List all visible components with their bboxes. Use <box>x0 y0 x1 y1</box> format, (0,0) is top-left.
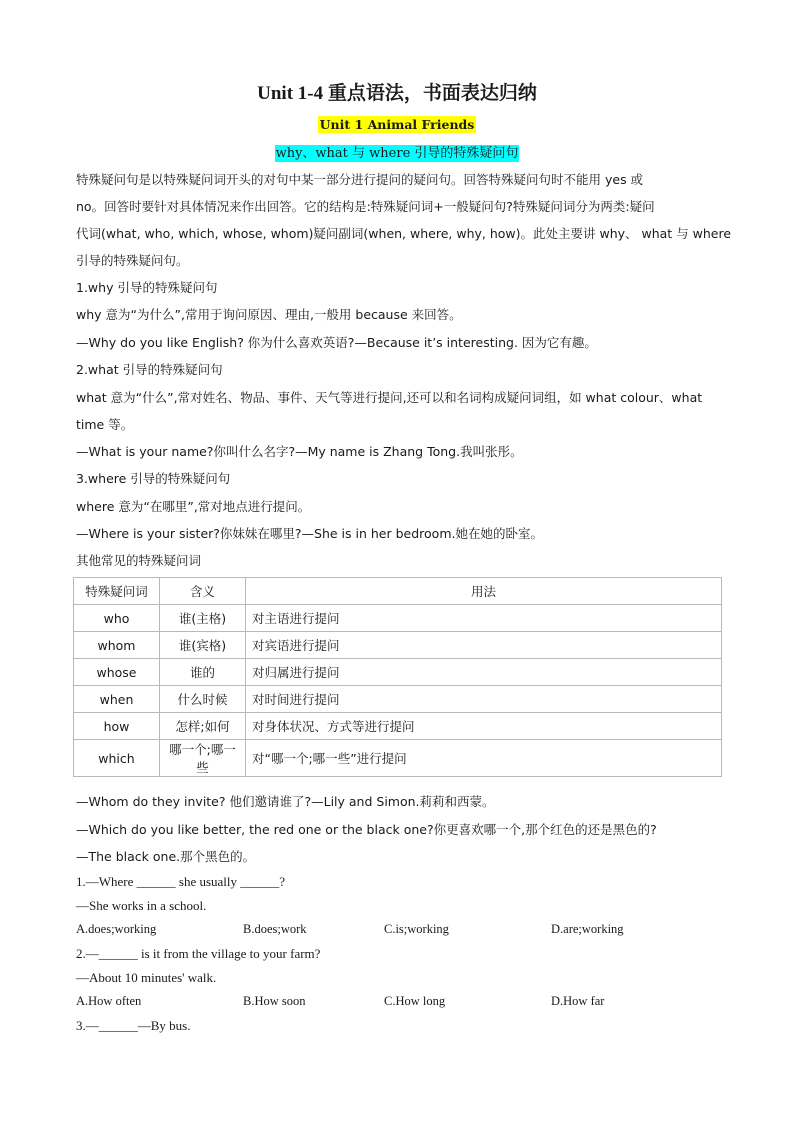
what-description: time 等。 <box>76 417 134 432</box>
what-description: what 意为“什么”,常对姓名、物品、事件、天气等进行提问,还可以和名词构成疑问词组，如 what colour、what <box>76 390 703 405</box>
option-b: B.does;work <box>243 922 307 936</box>
question-2: 2.—______ is it from the village to your farm? <box>76 946 321 961</box>
table-row <box>74 686 722 713</box>
option-b: B.How soon <box>243 994 306 1008</box>
section-title-text: why、what 与 where 引导的特殊疑问句 <box>275 146 519 161</box>
question-3: 3.—______—By bus. <box>76 1018 191 1033</box>
table-cell: who <box>74 605 160 632</box>
table-cell: 谁(宾格) <box>160 632 246 659</box>
page-title: Unit 1-4 重点语法，书面表达归纳 <box>257 83 537 104</box>
table-cell: which <box>74 740 160 777</box>
table-cell: 什么时候 <box>160 686 246 713</box>
table-row <box>74 713 722 740</box>
table-cell: how <box>74 713 160 740</box>
where-example: —Where is your sister?你妹妹在哪里?—She is in her bedroom.她在她的卧室。 <box>76 526 543 541</box>
table-cell: 对归属进行提问 <box>246 659 722 686</box>
question-2-answer: —About 10 minutes' walk. <box>76 970 217 985</box>
table-cell: when <box>74 686 160 713</box>
intro-line: 引导的特殊疑问句。 <box>76 253 189 268</box>
what-heading: 2.what 引导的特殊疑问句 <box>76 362 223 377</box>
table-header: 含义 <box>160 578 246 605</box>
table-row <box>74 605 722 632</box>
question-1: 1.—Where ______ she usually ______? <box>76 874 286 889</box>
table-cell: 对宾语进行提问 <box>246 632 722 659</box>
section-title <box>0 142 794 161</box>
example-line: —The black one.那个黑色的。 <box>76 849 256 864</box>
table-row <box>74 632 722 659</box>
table-cell: 谁(主格) <box>160 605 246 632</box>
intro-line: no。回答时要针对具体情况来作出回答。它的结构是:特殊疑问词+一般疑问句?特殊疑问词分为两类:疑问 <box>76 199 655 214</box>
what-example: —What is your name?你叫什么名字?—My name is Zhang Tong.我叫张彤。 <box>76 444 523 459</box>
question-1-answer: —She works in a school. <box>76 898 207 913</box>
table-row <box>74 659 722 686</box>
example-line: —Which do you like better, the red one or the black one?你更喜欢哪一个,那个红色的还是黑色的? <box>76 822 657 837</box>
option-c: C.How long <box>384 994 446 1008</box>
option-c: C.is;working <box>384 922 449 936</box>
why-heading: 1.why 引导的特殊疑问句 <box>76 280 218 295</box>
why-example: —Why do you like English? 你为什么喜欢英语?—Because it’s interesting. 因为它有趣。 <box>76 335 597 350</box>
example-line: —Whom do they invite? 他们邀请谁了?—Lily and Simon.莉莉和西蒙。 <box>76 794 495 809</box>
table-cell: 对身体状况、方式等进行提问 <box>246 713 722 740</box>
table-cell: 谁的 <box>160 659 246 686</box>
where-heading: 3.where 引导的特殊疑问句 <box>76 471 231 486</box>
table-header-row <box>74 578 722 605</box>
intro-line: 代词(what, who, which, whose, whom)疑问副词(when, where, why, how)。此处主要讲 why、 what 与 where <box>76 226 732 241</box>
unit-heading <box>0 117 794 132</box>
table-cell: whose <box>74 659 160 686</box>
table-row <box>74 740 722 777</box>
table-cell: 怎样;如何 <box>160 713 246 740</box>
table-cell: whom <box>74 632 160 659</box>
option-a: A.How often <box>76 994 142 1008</box>
table-cell: 对时间进行提问 <box>246 686 722 713</box>
option-d: D.How far <box>551 994 605 1008</box>
why-description: why 意为“为什么”,常用于询问原因、理由,一般用 because 来回答。 <box>76 307 462 322</box>
option-a: A.does;working <box>76 922 157 936</box>
intro-line: 特殊疑问句是以特殊疑问词开头的对句中某一部分进行提问的疑问句。回答特殊疑问句时不能用 yes 或 <box>76 172 644 187</box>
question-words-table <box>73 577 722 777</box>
where-description: where 意为“在哪里”,常对地点进行提问。 <box>76 499 311 514</box>
option-d: D.are;working <box>551 922 624 936</box>
table-header: 特殊疑问词 <box>74 578 160 605</box>
table-cell: 对主语进行提问 <box>246 605 722 632</box>
unit-heading-text: Unit 1 Animal Friends <box>319 117 475 132</box>
table-cell: 对“哪一个;哪一些”进行提问 <box>246 740 722 777</box>
table-cell: 哪一个;哪一些 <box>160 740 246 777</box>
table-intro: 其他常见的特殊疑问词 <box>76 553 202 568</box>
table-header: 用法 <box>246 578 722 605</box>
